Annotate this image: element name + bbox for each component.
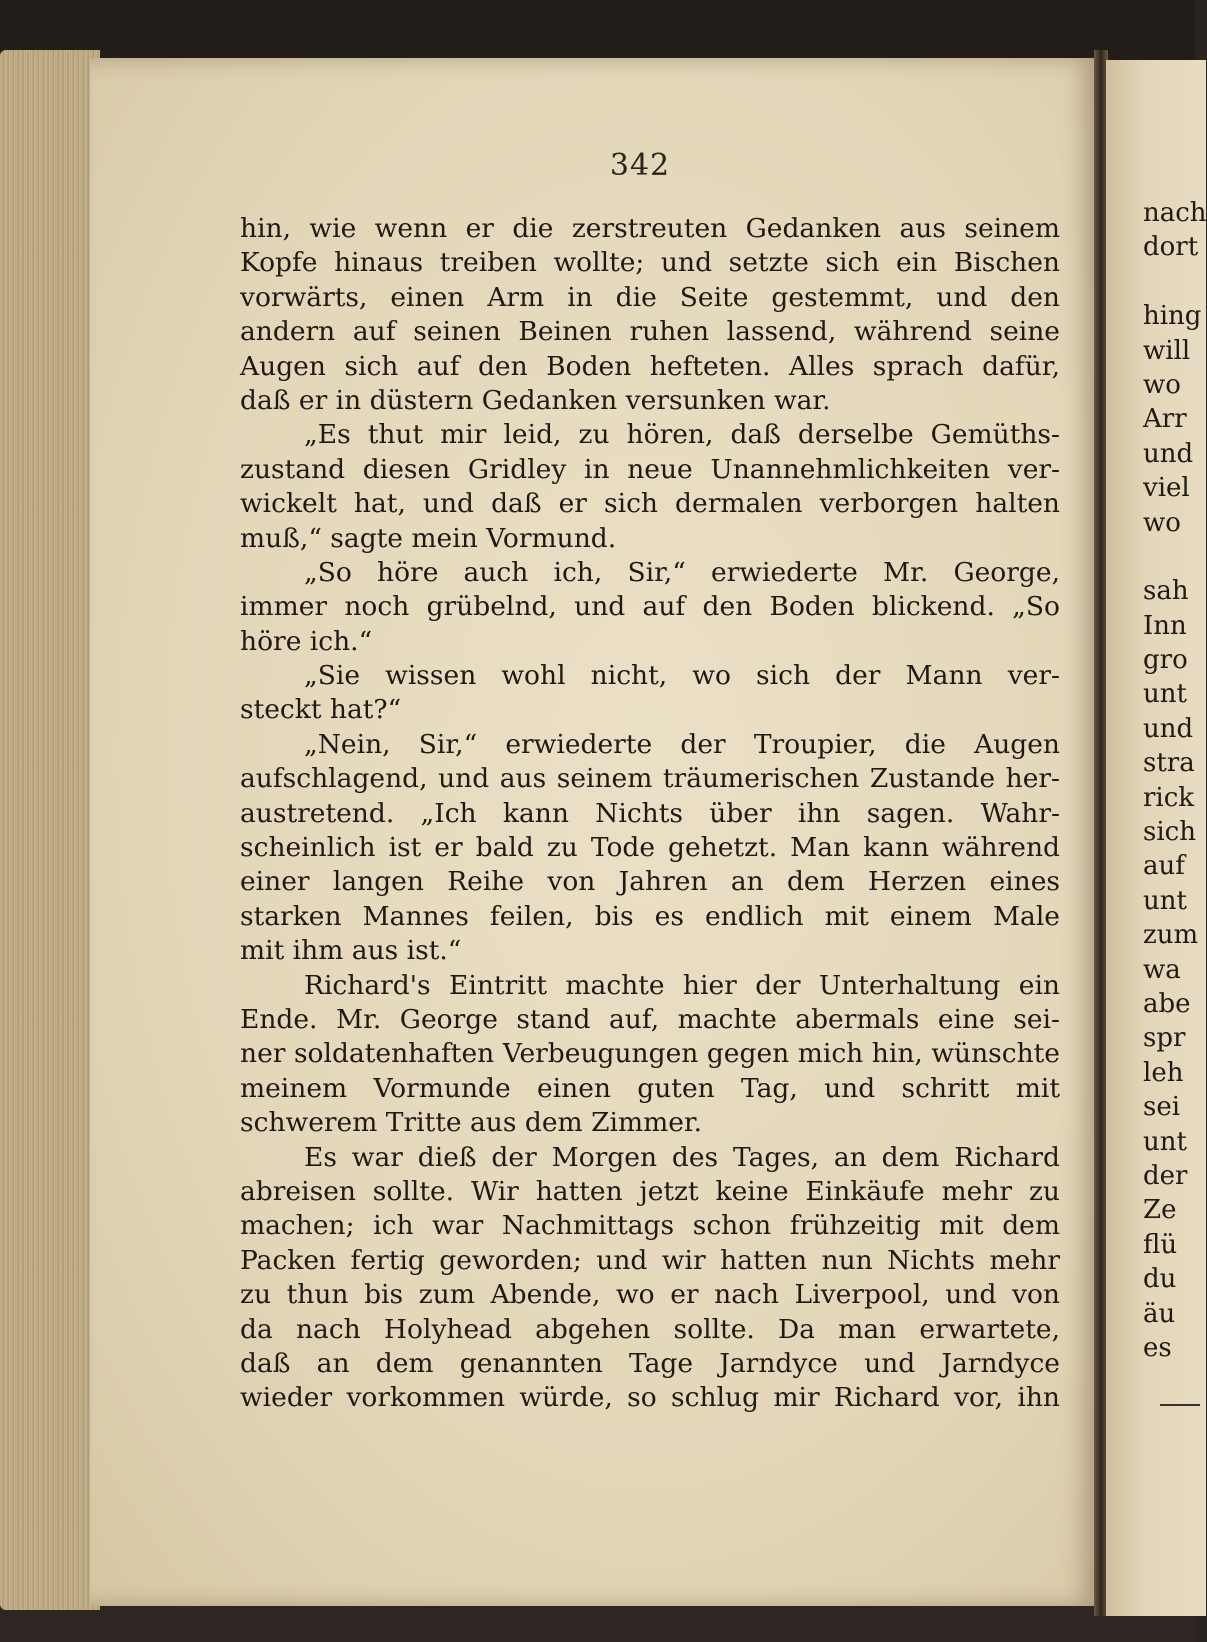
fragment-line: unt	[1143, 1126, 1187, 1157]
text-line: vorwärts, einen Arm in die Seite gestemmt, und den	[240, 281, 1060, 313]
text-line: daß an dem genannten Tage Jarndyce und Jarndyce	[240, 1347, 1060, 1379]
fragment-line: unt	[1143, 885, 1187, 916]
fragment-line: stra	[1143, 748, 1195, 779]
text-line: hin, wie wenn er die zerstreuten Gedanken aus seinem	[240, 213, 1060, 244]
fragment-line: abe	[1143, 988, 1191, 1019]
fragment-line: viel	[1143, 473, 1190, 504]
text-line: daß er in düstern Gedanken versunken war.	[240, 384, 831, 416]
text-line: aufschlagend, und aus seinem träumerischen Zustande her-	[240, 763, 1060, 795]
text-line: da nach Holyhead abgehen sollte. Da man erwartete,	[240, 1313, 1060, 1345]
text-line: Packen fertig geworden; und wir hatten nun Nichts mehr	[240, 1244, 1060, 1276]
text-line: schwerem Tritte aus dem Zimmer.	[240, 1107, 703, 1139]
text-line: Kopfe hinaus treiben wollte; und setzte sich ein Bischen	[240, 247, 1060, 279]
text-line: „Sie wissen wohl nicht, wo sich der Mann ver-	[304, 660, 1060, 692]
text-line: wickelt hat, und daß er sich dermalen verborgen halten	[240, 488, 1060, 520]
fragment-line: rick	[1143, 782, 1195, 813]
fragment-line: sah	[1143, 576, 1189, 607]
text-line: steckt hat?“	[240, 694, 402, 726]
text-line: Ende. Mr. George stand auf, machte abermals eine sei-	[240, 1003, 1060, 1035]
text-line: immer noch grübelnd, und auf den Boden blickend. „So	[240, 591, 1060, 623]
fragment-line: wa	[1143, 954, 1181, 985]
fragment-line: flü	[1143, 1229, 1178, 1260]
text-line: starken Mannes feilen, bis es endlich mit einem Male	[240, 900, 1060, 932]
fragment-line	[1143, 265, 1203, 299]
page-number: 342	[609, 148, 671, 183]
fragment-line: Inn	[1143, 610, 1187, 641]
fragment-line: hing	[1143, 301, 1202, 332]
fragment-line: Arr	[1143, 404, 1187, 435]
fragment-line: sei	[1143, 1092, 1181, 1123]
text-line: Augen sich auf den Boden hefteten. Alles sprach dafür,	[240, 350, 1060, 382]
fragment-line: und	[1143, 438, 1194, 469]
fragment-line: Ze	[1143, 1195, 1177, 1226]
fragment-line: nach	[1143, 198, 1207, 228]
text-line: „Es thut mir leid, zu hören, daß derselbe Gemüths-	[304, 419, 1060, 451]
text-line: andern auf seinen Beinen ruhen lassend, während seine	[240, 316, 1060, 348]
fragment-line	[1143, 540, 1203, 574]
fragment-line: will	[1143, 335, 1191, 366]
fragment-line: unt	[1143, 679, 1187, 710]
text-line: mit ihm aus ist.“	[240, 935, 462, 967]
text-line: austretend. „Ich kann Nichts über ihn sagen. Wahr-	[240, 797, 1060, 829]
fragment-line: gro	[1143, 645, 1188, 676]
text-line: zustand diesen Gridley in neue Unannehmlichkeiten ver-	[240, 453, 1060, 485]
text-line: höre ich.“	[240, 625, 373, 657]
text-line: scheinlich ist er bald zu Tode gehetzt. Man kann während	[240, 832, 1060, 864]
text-line: Richard's Eintritt machte hier der Unterhaltung ein	[304, 969, 1060, 1001]
page-edges	[0, 50, 100, 1610]
fragment-line: der	[1143, 1160, 1188, 1191]
text-line: wieder vorkommen würde, so schlug mir Richard vor, ihn	[240, 1382, 1060, 1414]
text-line: muß,“ sagte mein Vormund.	[240, 522, 617, 554]
text-line: Es war dieß der Morgen des Tages, an dem Richard	[304, 1141, 1060, 1173]
fragment-line: sich	[1143, 817, 1196, 848]
text-line: „So höre auch ich, Sir,“ erwiederte Mr. George,	[304, 556, 1060, 588]
text-line: ner soldatenhaften Verbeugungen gegen mich hin, wünschte	[240, 1038, 1060, 1070]
fragment-line: es	[1143, 1332, 1172, 1363]
next-page-fragment	[1143, 196, 1207, 1365]
body-text	[240, 212, 1060, 1416]
text-line: zu thun bis zum Abende, wo er nach Liverpool, und von	[240, 1279, 1060, 1311]
fragment-line: wo	[1143, 369, 1181, 400]
footnote-rule	[1160, 1404, 1200, 1406]
fragment-line: und	[1143, 713, 1194, 744]
fragment-line: äu	[1143, 1298, 1176, 1329]
text-line: meinem Vormunde einen guten Tag, und schritt mit	[240, 1072, 1060, 1104]
fragment-line: zum	[1143, 920, 1199, 951]
fragment-line: du	[1143, 1264, 1177, 1295]
text-line: machen; ich war Nachmittags schon frühzeitig mit dem	[240, 1210, 1060, 1242]
fragment-line: leh	[1143, 1057, 1184, 1088]
fragment-line: spr	[1143, 1023, 1186, 1054]
text-line: abreisen sollte. Wir hatten jetzt keine Einkäufe mehr zu	[240, 1175, 1060, 1207]
text-line: „Nein, Sir,“ erwiederte der Troupier, die Augen	[304, 728, 1060, 760]
fragment-line: wo	[1143, 507, 1181, 538]
fragment-line: auf	[1143, 851, 1185, 882]
text-line: einer langen Reihe von Jahren an dem Herzen eines	[240, 866, 1060, 898]
fragment-line: dort	[1143, 232, 1199, 263]
